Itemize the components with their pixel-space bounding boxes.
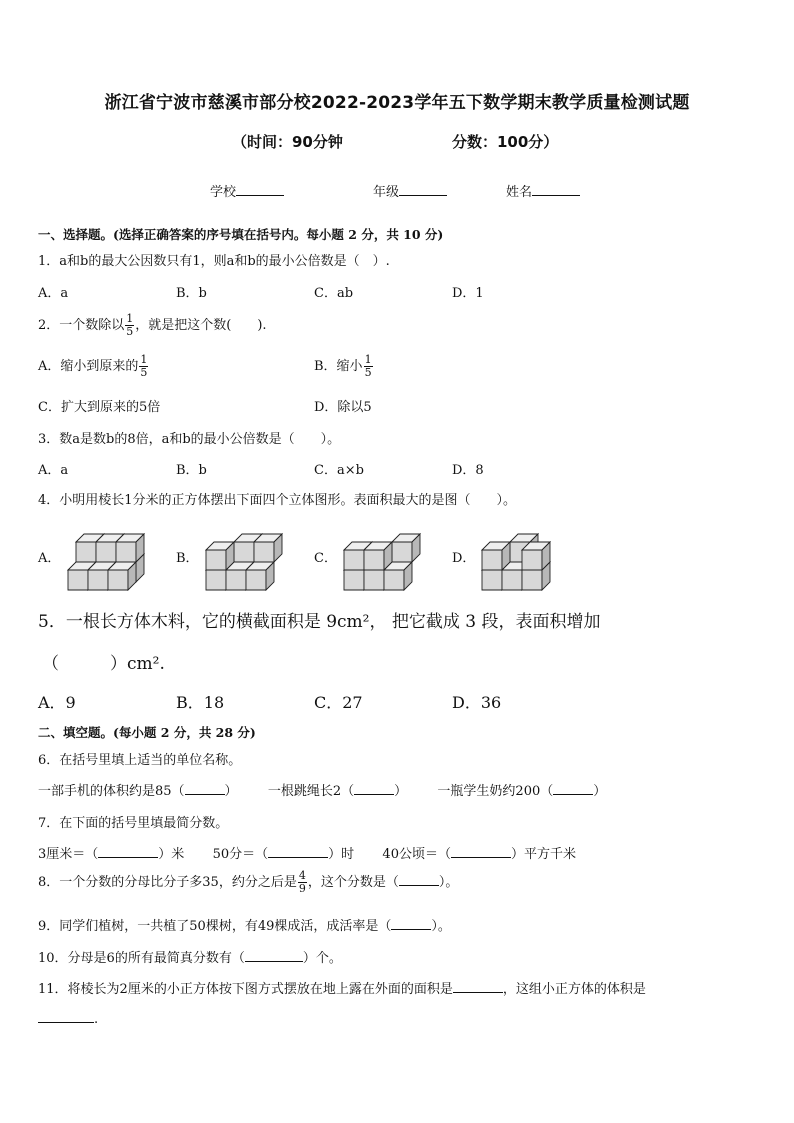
question-10: 10．分母是6的所有最简真分数有（ ）个。 <box>38 951 342 966</box>
q7-answers: 3厘米＝（ ）米 50分＝（ ）时 40公顷＝（ ）平方千米 <box>38 847 576 862</box>
q5-option-d: D．36 <box>452 693 502 712</box>
q1-option-c: C．ab <box>314 286 354 301</box>
exam-time: （时间：90分钟 <box>232 133 343 151</box>
question-3: 3．数a是数b的8倍，a和b的最小公倍数是（ ）。 <box>38 432 341 447</box>
exam-score: 分数：100分） <box>452 133 559 151</box>
question-1: 1．a和b的最大公因数只有1，则a和b的最小公倍数是（ ）. <box>38 254 390 269</box>
q3-option-b: B．b <box>176 463 207 478</box>
section-1-heading: 一、选择题。(选择正确答案的序号填在括号内。每小题 2 分，共 10 分) <box>38 227 444 242</box>
q5-option-a: A．9 <box>38 693 76 712</box>
q4-label-d: D． <box>452 551 476 566</box>
cube-block <box>246 562 274 590</box>
question-11: 11．将棱长为2厘米的小正方体按下图方式摆放在地上露在外面的面积是 ，这组小正方体的体积是 <box>38 982 646 997</box>
question-5: 5．一根长方体木料，它的横截面积是 9cm²， 把它截成 3 段，表面积增加 <box>38 612 601 632</box>
q3-option-a: A．a <box>38 463 69 478</box>
question-7: 7．在下面的括号里填最简分数。 <box>38 816 229 831</box>
question-4: 4．小明用棱长1分米的正方体摆出下面四个立体图形。表面积最大的是图（ ）。 <box>38 493 517 508</box>
question-9: 9．同学们植树，一共植了50棵树，有49棵成活，成活率是（ ）。 <box>38 919 451 934</box>
cube-block <box>482 542 510 570</box>
q5-option-b: B．18 <box>176 693 225 712</box>
cube-block <box>116 534 144 562</box>
q2-option-c: C．扩大到原来的5倍 <box>38 400 161 415</box>
q1-option-b: B．b <box>176 286 207 301</box>
q6-answers: 一部手机的体积约是85（ ） 一根跳绳长2（ ） 一瓶学生奶约200（ ） <box>38 784 607 799</box>
question-11-continued: . <box>38 1010 98 1027</box>
q4-label-c: C． <box>314 551 337 566</box>
figure-b <box>204 520 294 592</box>
figure-a <box>66 520 156 592</box>
q2-option-d: D．除以5 <box>314 400 372 415</box>
cube-block <box>392 534 420 562</box>
q2-option-b: B．缩小 $\frac{1}{5}$ <box>314 353 372 379</box>
question-6: 6．在括号里填上适当的单位名称。 <box>38 753 242 768</box>
q3-option-c: C．a×b <box>314 463 364 478</box>
q4-label-a: A． <box>38 551 61 566</box>
cube-block <box>364 542 392 570</box>
q1-option-a: A．a <box>38 286 69 301</box>
q1-option-d: D．1 <box>452 286 484 301</box>
cube-block <box>254 534 282 562</box>
cube-block <box>206 542 234 570</box>
school-field: 学校 <box>210 181 284 200</box>
question-2: 2．一个数除以 $\frac{1}{5}$ ，就是把这个数( ). <box>38 312 267 338</box>
name-field: 姓名 <box>506 181 580 200</box>
q2-option-a: A．缩小到原来的 $\frac{1}{5}$ <box>38 353 148 379</box>
figure-c <box>342 520 432 592</box>
q3-option-d: D．8 <box>452 463 484 478</box>
cube-block <box>522 542 550 570</box>
section-2-heading: 二、填空题。(每小题 2 分，共 28 分) <box>38 725 256 740</box>
q5-option-c: C．27 <box>314 693 363 712</box>
grade-field: 年级 <box>373 181 447 200</box>
figure-d <box>480 520 570 592</box>
page-title: 浙江省宁波市慈溪市部分校2022-2023学年五下数学期末教学质量检测试题 <box>104 93 690 113</box>
cube-block <box>108 562 136 590</box>
fraction: $\frac{1}{5}$ <box>126 312 134 338</box>
question-8: 8．一个分数的分母比分子多35，约分之后是 $\frac{4}{9}$ ，这个分数是（ ）。 <box>38 869 459 895</box>
q4-label-b: B． <box>176 551 199 566</box>
question-5-blank: （ ）cm². <box>42 654 165 674</box>
